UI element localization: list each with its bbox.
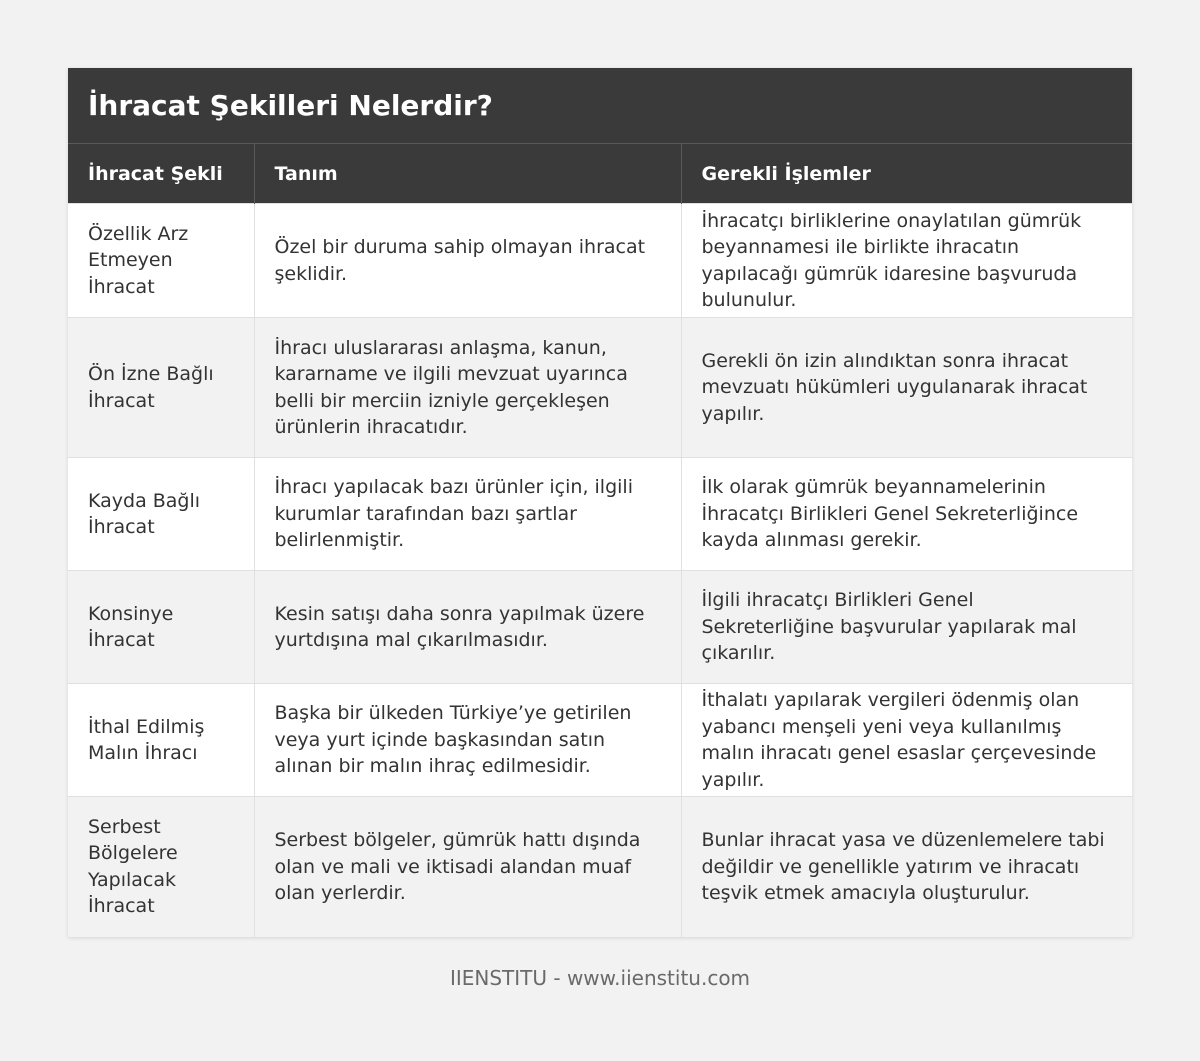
cell-procedure: İlk olarak gümrük beyannamelerinin İhracatçı Birlikleri Genel Sekreterliğince kayda alınması gerekir.: [681, 458, 1132, 571]
cell-definition: İhracı uluslararası anlaşma, kanun, kararname ve ilgili mevzuat uyarınca belli bir merciin izniyle gerçekleşen ürünlerin ihracatıdır.: [254, 318, 681, 458]
cell-definition: Başka bir ülkeden Türkiye’ye getirilen veya yurt içinde başkasından satın alınan bir malın ihraç edilmesidir.: [254, 684, 681, 797]
column-header-type: İhracat Şekli: [68, 144, 254, 204]
cell-type: Konsinye İhracat: [68, 571, 254, 684]
cell-type: Ön İzne Bağlı İhracat: [68, 318, 254, 458]
table-row: [68, 797, 1132, 937]
table-row: [68, 458, 1132, 571]
cell-type: Kayda Bağlı İhracat: [68, 458, 254, 571]
table-title: İhracat Şekilleri Nelerdir?: [68, 68, 1132, 143]
cell-procedure: İhracatçı birliklerine onaylatılan gümrük beyannamesi ile birlikte ihracatın yapılacağı gümrük idaresine başvuruda bulunulur.: [681, 204, 1132, 318]
export-types-card: [68, 68, 1132, 937]
column-header-definition: Tanım: [254, 144, 681, 204]
cell-definition: Serbest bölgeler, gümrük hattı dışında olan ve mali ve iktisadi alandan muaf olan yerlerdir.: [254, 797, 681, 937]
table-row: [68, 684, 1132, 797]
column-header-procedure: Gerekli İşlemler: [681, 144, 1132, 204]
footer-credit: IIENSTITU - www.iienstitu.com: [449, 966, 751, 990]
table-row: [68, 204, 1132, 318]
header-row: [68, 144, 1132, 204]
cell-definition: İhracı yapılacak bazı ürünler için, ilgili kurumlar tarafından bazı şartlar belirlenmiştir.: [254, 458, 681, 571]
cell-type: Özellik Arz Etmeyen İhracat: [68, 204, 254, 318]
cell-procedure: Bunlar ihracat yasa ve düzenlemelere tabi değildir ve genellikle yatırım ve ihracatı teşvik etmek amacıyla oluşturulur.: [681, 797, 1132, 937]
cell-procedure: Gerekli ön izin alındıktan sonra ihracat mevzuatı hükümleri uygulanarak ihracat yapılır.: [681, 318, 1132, 458]
cell-type: Serbest Bölgelere Yapılacak İhracat: [68, 797, 254, 937]
table-row: [68, 318, 1132, 458]
cell-type: İthal Edilmiş Malın İhracı: [68, 684, 254, 797]
table-row: [68, 571, 1132, 684]
export-types-table: [68, 143, 1132, 937]
cell-definition: Özel bir duruma sahip olmayan ihracat şeklidir.: [254, 204, 681, 318]
cell-procedure: İlgi̇li̇ i̇hracatçı Bi̇rli̇kleri̇ Genel Sekreterli̇ği̇ne başvurular yapılarak mal çıkarılır.: [681, 571, 1132, 684]
cell-definition: Kesin satışı daha sonra yapılmak üzere yurtdışına mal çıkarılmasıdır.: [254, 571, 681, 684]
cell-procedure: İthalatı yapılarak vergileri ödenmiş olan yabancı menşeli yeni veya kullanılmış malın ihracatı genel esaslar çerçevesinde yapılır.: [681, 684, 1132, 797]
